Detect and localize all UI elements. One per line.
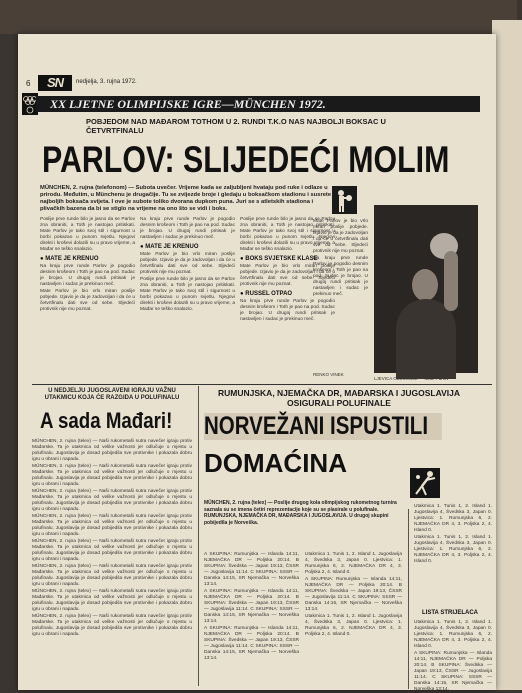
column-text: Na kraju prve runde Parlov je pogodio desnim krošeom i Toth je pao na pod. Sudac je brojao. U drugoj rundi pritisak je nastavljen i sudac je prekinuo meč.	[240, 299, 335, 322]
column-text: A SKUPINA: Rumunjska — Islanda 14:11, NJEMAČKA DR — Poljska 20:14. B SKUPINA: Švedska — Japan 19:13, ČSSR — Jugoslavija 11:14. C SKUPINA: SSSR — Danska 14:15, SR Njemačka — Norveška 13:14.	[204, 589, 299, 624]
section-heading: ● MATE JE KRENUO	[140, 244, 199, 250]
scorers-heading: LISTA STRIJELACA	[422, 610, 479, 616]
column-divider	[408, 509, 409, 689]
byline: RENKO VINEK	[313, 372, 344, 377]
handball-headline-2: DOMAĆINA	[204, 448, 347, 478]
issue-date: nedjelja, 3. rujna 1972.	[76, 79, 137, 85]
main-column-4	[313, 219, 368, 369]
column-text: Na kraju prve runde Parlov je pogodio desnim krošeom i Toth je pao na pod. Sudac je brojao. U drugoj rundi pritisak je nastavljen i sudac je prekinuo meč.	[313, 256, 368, 297]
column-text: MÜNCHEN, 2. rujna (telex) — Naši rukometaši sutra navečer igraju protiv Mađarske. Ta je utakmica od velike važnosti jer odlučuje o mjestu u polufinalu. Jugoslavija je dosad pobijedila sve protivnike i pokazala dobru igru u obrani i napadu.	[32, 589, 192, 612]
main-subhead: POBJEDOM NAD MAĐAROM TOTHOM U 2. RUNDI T.K.O NAS NAJBOLJI BOKSAC U ČETVRTFINALU	[86, 117, 386, 135]
main-lead: MÜNCHEN, 2. rujna (telefonom) — Subota uvečer. Vrijeme kada se zaljubljeni hvataju pod ruke i odlaze u prirodu. Međutim, u Münchenu je drugačije. Tu se zvijezde broje i gledaju u boksačkom stadionu i susrete najboljih boksača svijeta. I ove je subote toliko dvorana dupkom puna. Juri se s atletskih stadiona i plivačkih bazena da bi se stiglo na vrijeme na ono što se vidi i boks.	[40, 185, 332, 212]
column-text: MÜNCHEN, 2. rujna (telex) — Naši rukometaši sutra navečer igraju protiv Mađarske. Ta je utakmica od velike važnosti jer odlučuje o mjestu u polufinalu. Jugoslavija je dosad pobijedila sve protivnike i pokazala dobru igru u obrani i napadu.	[32, 489, 192, 512]
main-column-2	[140, 217, 235, 377]
photo-caption: LJEVICA ODLUČUJE — Mate Parlov	[374, 376, 449, 381]
scorers-text	[414, 620, 492, 692]
column-text: A SKUPINA: Rumunjska — Islanda 14:11, NJEMAČKA DR — Poljska 20:14. B SKUPINA: Švedska — Japan 19:13, ČSSR — Jugoslavija 11:14. C SKUPINA: SSSR — Danska 14:15, SR Njemačka — Norveška 13:14.	[414, 651, 492, 692]
column-text: Utakmica 1. Tunis 1, 2. Island 1. Jugoslavija 4, Švedska 3, Japan 0. Ljestvica: 1. Rumunjska 6, 2. NJEMAČKA DR 4, 3. Poljska 2, 4. Island 0.	[305, 552, 402, 575]
column-text: MÜNCHEN, 2. rujna (telex) — Naši rukometaši sutra navečer igraju protiv Mađarske. Ta je utakmica od velike važnosti jer odlučuje o mjestu u polufinalu. Jugoslavija je dosad pobijedila sve protivnike i pokazala dobru igru u obrani i napadu.	[32, 539, 192, 562]
page-number: 6	[26, 79, 31, 88]
column-text: Utakmica 1. Tunis 1, 2. Island 1. Jugoslavija 4, Švedska 3, Japan 0. Ljestvica: 1. Rumunjska 6, 2. NJEMAČKA DR 4, 3. Poljska 2, 4. Island 0.	[414, 535, 492, 564]
column-divider	[198, 386, 199, 686]
column-text: Utakmica 1. Tunis 1, 2. Island 1. Jugoslavija 4, Švedska 3, Japan 0. Ljestvica: 1. Rumunjska 6, 2. NJEMAČKA DR 4, 3. Poljska 2, 4. Island 0.	[305, 614, 402, 637]
main-headline: PARLOV: SLIJEDEĆI MOLIM	[42, 139, 450, 180]
handball-column-2	[305, 552, 402, 688]
column-text: MÜNCHEN, 2. rujna (telex) — Naši rukometaši sutra navečer igraju protiv Mađarske. Ta je utakmica od velike važnosti jer odlučuje o mjestu u polufinalu. Jugoslavija je dosad pobijedila sve protivnike i pokazala dobru igru u obrani i napadu.	[32, 514, 192, 537]
handball-icon	[410, 468, 440, 498]
column-text: MÜNCHEN, 2. rujna (telex) — Naši rukometaši sutra navečer igraju protiv Mađarske. Ta je utakmica od velike važnosti jer odlučuje o mjestu u polufinalu. Jugoslavija je dosad pobijedila sve protivnike i pokazala dobru igru u obrani i napadu.	[32, 439, 192, 462]
handball-lead: MÜNCHEN, 2. rujna (telex) — Poslije drugog kola olimpijskog rukometnog turnira saznala su se imena četiri reprezentacije koje su se plasirale u polufinale. RUMUNJSKA, NJEMAČKA DR, MAĐARSKA I JUGOSLAVIJA. U drugoj skupini pobijedila je Norveška.	[204, 500, 397, 526]
desk-background	[0, 0, 517, 34]
sn-logo: SN	[38, 75, 72, 91]
boxing-icon	[332, 186, 357, 214]
left-story-text	[32, 439, 192, 689]
column-text: Utakmica 1. Tunis 1, 2. Island 1. Jugoslavija 4, Švedska 3, Japan 0. Ljestvica: 1. Rumunjska 6, 2. NJEMAČKA DR 4, 3. Poljska 2, 4. Island 0.	[414, 504, 492, 533]
column-text: Mate Parlov je bio vrlo miran poslije pobjede. Izjavio je da je zadovoljan i da će u četvrtfinalu dati sve od sebe. Sljedeći protivnik nije mu poznat.	[140, 252, 235, 275]
handball-results	[414, 504, 492, 604]
adjacent-page-edge	[492, 20, 522, 690]
column-text: Utakmica 1. Tunis 1, 2. Island 1. Jugoslavija 4, Švedska 3, Japan 0. Ljestvica: 1. Rumunjska 6, 2. NJEMAČKA DR 4, 3. Poljska 2, 4. Island 0.	[414, 620, 492, 649]
section-heading: ● RUSSEL OTPAO	[240, 291, 293, 297]
photo-body	[396, 299, 456, 379]
section-heading: ● BOKS SVJETSKE KLASE	[240, 256, 318, 262]
photo-arm	[444, 251, 458, 311]
column-text: Poslije prve runde bilo je jasno da se Parlov zna obraniti, a Toth je nastojao pritiskati. Mate Parlov je tako svoj stil i sigurnost u borbi pokazao u punom svjetlu. Njegovi direkti i kroševi dolazili su u pravo vrijeme, a Mađar se teško snalazio.	[40, 217, 135, 252]
column-text: Mate Parlov je bio vrlo miran poslije pobjede. Izjavio je da je zadovoljan i da će u četvrtfinalu dati sve od sebe. Sljedeći protivnik nije mu poznat.	[240, 264, 335, 287]
column-text: MÜNCHEN, 2. rujna (telex) — Naši rukometaši sutra navečer igraju protiv Mađarske. Ta je utakmica od velike važnosti jer odlučuje o mjestu u polufinalu. Jugoslavija je dosad pobijedila sve protivnike i pokazala dobru igru u obrani i napadu.	[32, 564, 192, 587]
column-text: Na kraju prve runde Parlov je pogodio desnim krošeom i Toth je pao na pod. Sudac je brojao. U drugoj rundi pritisak je nastavljen i sudac je prekinuo meč.	[140, 217, 235, 240]
handball-kicker: RUMUNJSKA, NJEMAČKA DR, MAĐARSKA I JUGOSLAVIJA OSIGURALI POLUFINALE	[218, 388, 460, 408]
column-text: Na kraju prve runde Parlov je pogodio desnim krošeom i Toth je pao na pod. Sudac je brojao. U drugoj rundi pritisak je nastavljen i sudac je prekinuo meč.	[40, 264, 135, 287]
column-text: Mate Parlov je bio vrlo miran poslije pobjede. Izjavio je da je zadovoljan i da će u četvrtfinalu dati sve od sebe. Sljedeći protivnik nije mu poznat.	[40, 289, 135, 312]
handball-headline: NORVEŽANI ISPUSTILI	[204, 413, 442, 440]
handball-column-1	[204, 552, 299, 688]
column-text: MÜNCHEN, 2. rujna (telex) — Naši rukometaši sutra navečer igraju protiv Mađarske. Ta je utakmica od velike važnosti jer odlučuje o mjestu u polufinalu. Jugoslavija je dosad pobijedila sve protivnike i pokazala dobru igru u obrani i napadu.	[32, 614, 192, 637]
column-text: Poslije prve runde bilo je jasno da se Parlov zna obraniti, a Toth je nastojao pritiskati. Mate Parlov je tako svoj stil i sigurnost u borbi pokazao u punom svjetlu. Njegovi direkti i kroševi dolazili su u pravo vrijeme, a Mađar se teško snalazio.	[140, 277, 235, 312]
olympic-banner: XX LJETNE OLIMPIJSKE IGRE—MÜNCHEN 1972.	[36, 96, 480, 112]
left-kicker: U NEDJELJU JUGOSLAVENI IGRAJU VAŽNU UTAKMICU KOJA ĆE RAZGIDA U POLUFINALU	[44, 388, 180, 401]
column-text: Mate Parlov je bio vrlo miran poslije pobjede. Izjavio je da je zadovoljan i da će u četvrtfinalu dati sve od sebe. Sljedeći protivnik nije mu poznat.	[313, 219, 368, 254]
column-text: MÜNCHEN, 2. rujna (telex) — Naši rukometaši sutra navečer igraju protiv Mađarske. Ta je utakmica od velike važnosti jer odlučuje o mjestu u polufinalu. Jugoslavija je dosad pobijedila sve protivnike i pokazala dobru igru u obrani i napadu.	[32, 464, 192, 487]
section-divider	[32, 384, 492, 385]
column-text: A SKUPINA: Rumunjska — Islanda 14:11, NJEMAČKA DR — Poljska 20:14. B SKUPINA: Švedska — Japan 19:13, ČSSR — Jugoslavija 11:14. C SKUPINA: SSSR — Danska 14:15, SR Njemačka — Norveška 13:14.	[204, 552, 299, 587]
main-column-1	[40, 217, 135, 377]
left-headline: A sada Mađari!	[40, 408, 173, 433]
column-text: Poslije prve runde bilo je jasno da se Parlov zna obraniti, a Toth je nastojao pritiskati. Mate Parlov je tako svoj stil i sigurnost u borbi pokazao u punom svjetlu. Njegovi direkti i kroševi dolazili su u pravo vrijeme, a Mađar se teško snalazio.	[240, 217, 335, 252]
photo-head	[412, 269, 438, 301]
section-heading: ● MATE JE KRENUO	[40, 256, 99, 262]
boxer-photo	[374, 205, 478, 373]
newspaper-page	[18, 34, 496, 690]
column-text: A SKUPINA: Rumunjska — Islanda 14:11, NJEMAČKA DR — Poljska 20:14. B SKUPINA: Švedska — Japan 19:13, ČSSR — Jugoslavija 11:14. C SKUPINA: SSSR — Danska 14:15, SR Njemačka — Norveška 13:14.	[305, 577, 402, 612]
column-text: A SKUPINA: Rumunjska — Islanda 14:11, NJEMAČKA DR — Poljska 20:14. B SKUPINA: Švedska — Japan 19:13, ČSSR — Jugoslavija 11:14. C SKUPINA: SSSR — Danska 14:15, SR Njemačka — Norveška 13:14.	[204, 626, 299, 661]
